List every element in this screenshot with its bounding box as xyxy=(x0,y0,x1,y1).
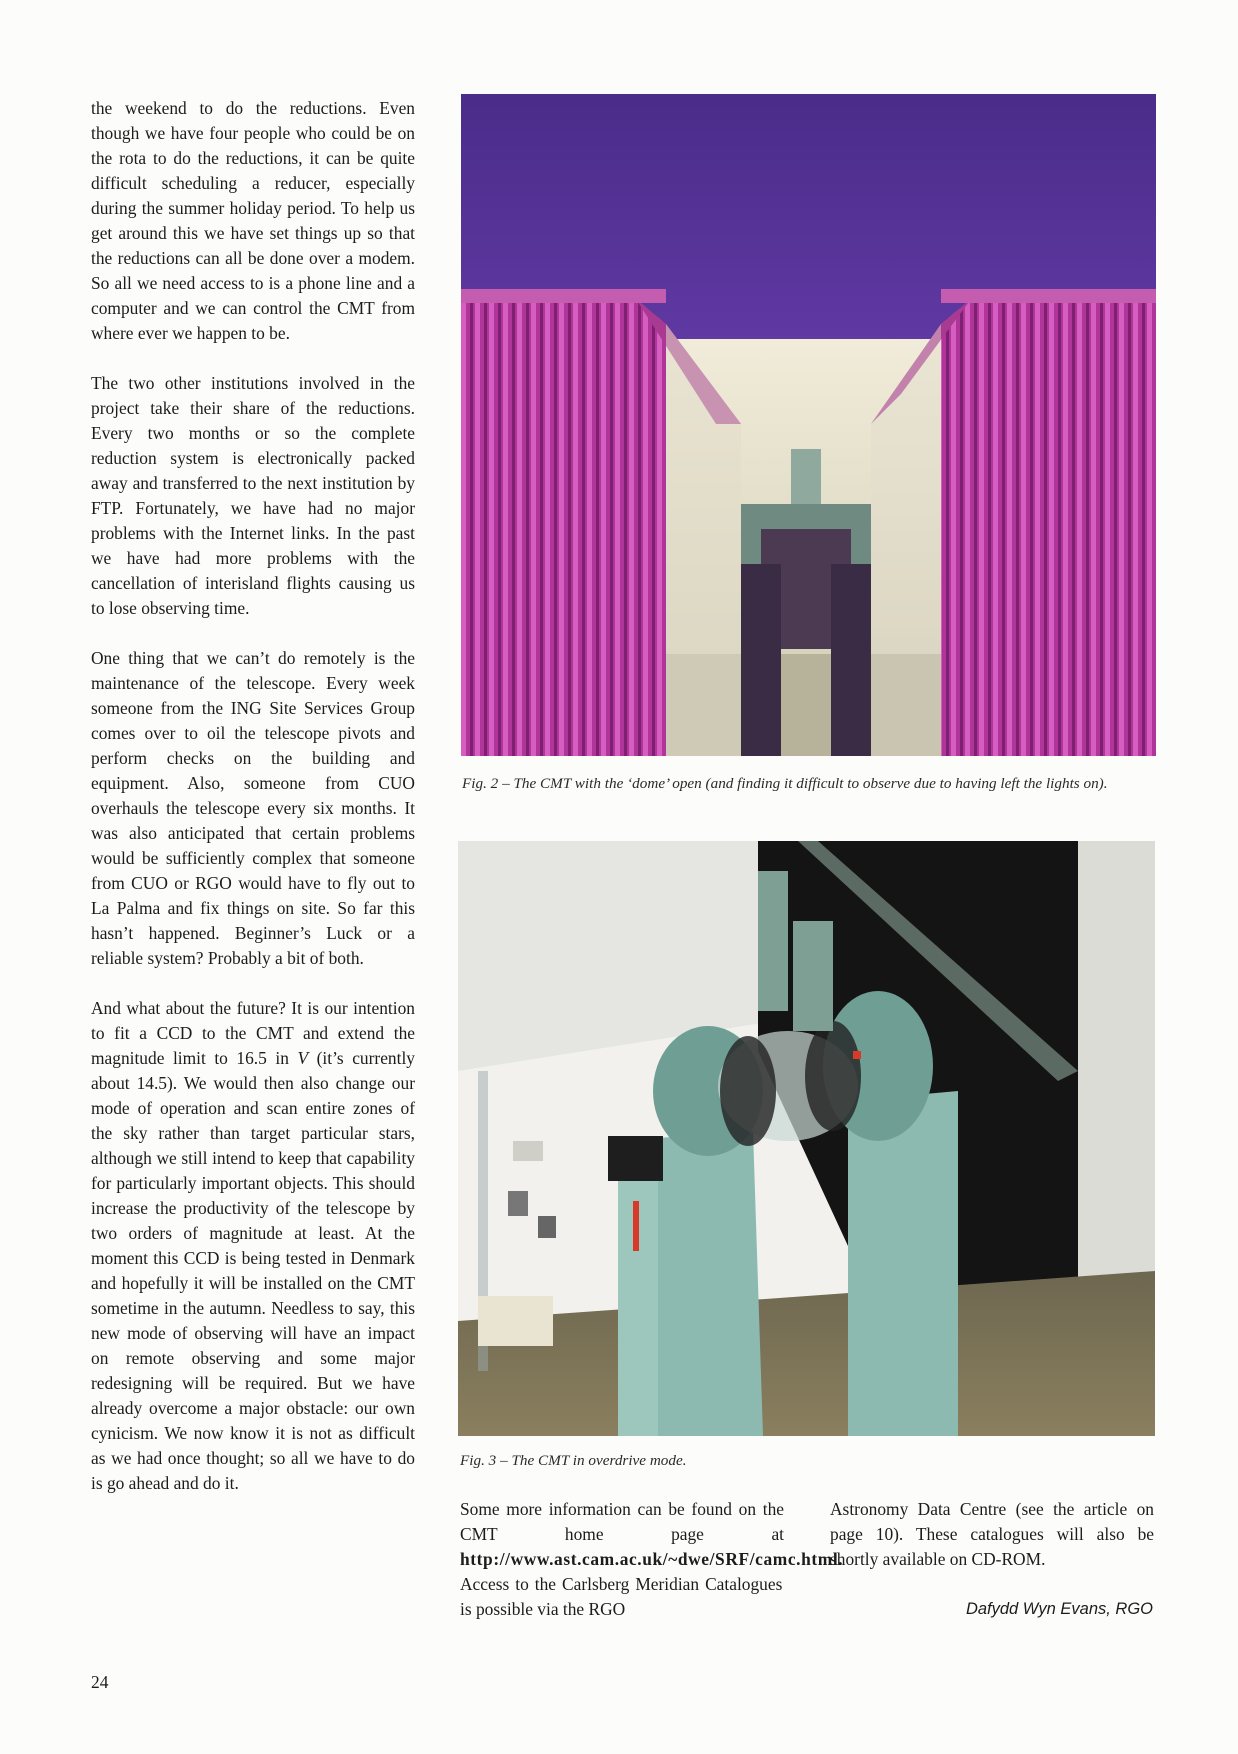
magnitude-band: V xyxy=(297,1048,309,1068)
page-number: 24 xyxy=(91,1672,109,1692)
figure-2-photo xyxy=(461,94,1156,756)
paragraph-maintenance: One thing that we can’t do remotely is the maintenance of the telescope. Every week someone from the ING Site Services Group comes over to oil the telescope pivots and perform checks on the building and equipment. Also, someone from CUO overhauls the telescope every six months. It was also anticipated that certain problems would be sufficiently complex that someone from CUO or RGO would have to fly out to La Palma and fix things on site. So far this hasn’t happened. Beginner’s Luck or a reliable system? Probably a bit of both. xyxy=(91,648,415,968)
paragraph-institutions: The two other institutions involved in the project take their share of the reductions. Every two months or so the complete reduction system is electronically packed away and transferred to the next institution by FTP. Fortunately, we have had no major problems with the Internet links. In the past we have had more problems with the cancellation of interisland flights causing us to lose observing time. xyxy=(91,373,415,618)
paragraph-reductions: the weekend to do the reductions. Even though we have four people who could be on the rota to do the reductions, it can be quite difficult scheduling a reducer, especially during the summer holiday period. To help us get around this we have set things up so that the reductions can all be done over a modem. So all we need access to is a phone line and a computer and we can control the CMT from where ever we happen to be. xyxy=(91,98,415,343)
figure-2-caption: Fig. 2 – The CMT with the ‘dome’ open (and finding it difficult to observe due to having left the lights on). xyxy=(462,775,1108,792)
paragraph-future-part1: And what about the future? It is our intention to fit a CCD to the CMT and extend the magnitude limit to 16.5 in xyxy=(91,998,415,1068)
figure-3-photo xyxy=(458,841,1155,1436)
bottom-column-right xyxy=(830,1497,1154,1572)
figure-3-caption: Fig. 3 – The CMT in overdrive mode. xyxy=(460,1452,687,1469)
info-text-continued: Access to the Carlsberg Meridian Catalogues is possible via the RGO xyxy=(460,1574,783,1619)
cmt-homepage-link[interactable]: http://www.ast.cam.ac.uk/~dwe/SRF/camc.html. xyxy=(460,1549,844,1569)
left-column xyxy=(91,96,415,1496)
info-text: Some more information can be found on the CMT home page at xyxy=(460,1499,784,1544)
info-paragraph xyxy=(460,1497,844,1622)
catalogue-paragraph: Astronomy Data Centre (see the article on page 10). These catalogues will also be shortly available on CD-ROM. xyxy=(830,1499,1154,1569)
paragraph-future-part2: (it’s currently about 14.5). We would then also change our mode of operation and scan entire zones of the sky rather than target particular stars, although we still intend to keep that capability for particularly important objects. This should increase the productivity of the telescope by two orders of magnitude at least. At the moment this CCD is being tested in Denmark and hopefully it will be installed on the CMT sometime in the autumn. Needless to say, this new mode of observing will have an impact on remote observing and some major redesigning will be required. But we have already overcome a major obstacle: our own cynicism. We now know it is not as difficult as we had once thought; so all we have to do is go ahead and do it. xyxy=(91,1048,415,1493)
bottom-column-left xyxy=(460,1497,844,1622)
paragraph-future xyxy=(91,996,415,1496)
author-signature: Dafydd Wyn Evans, RGO xyxy=(965,1600,1153,1618)
